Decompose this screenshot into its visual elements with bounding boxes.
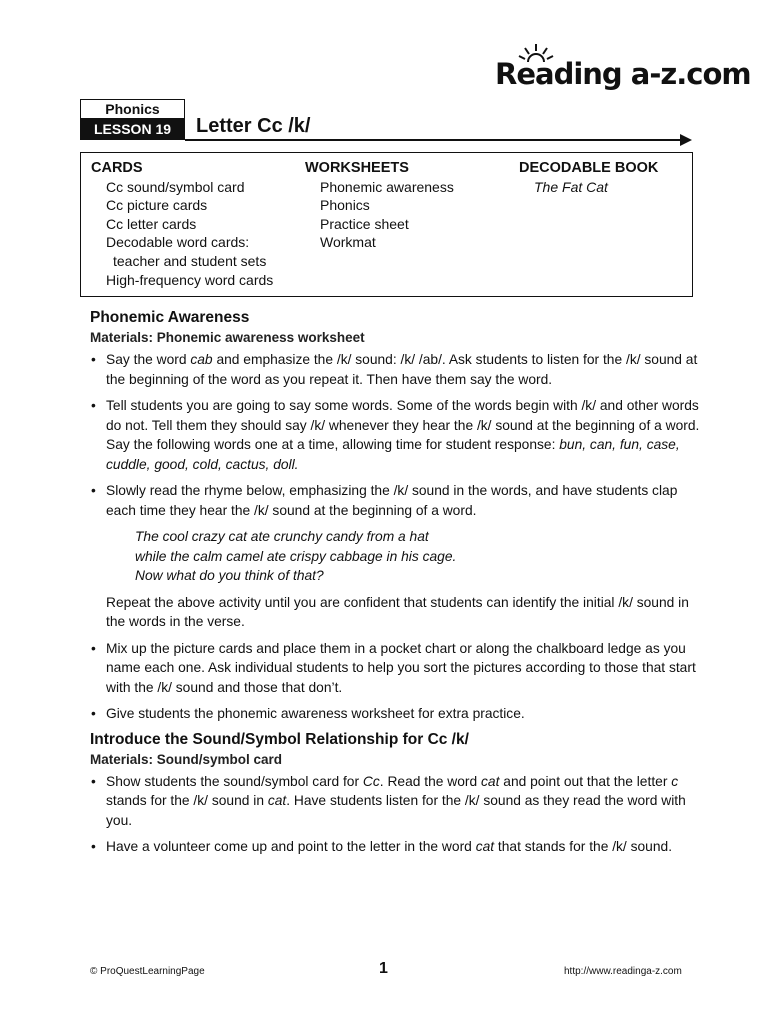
bullet-icon: •	[91, 839, 96, 854]
lesson-body	[90, 307, 700, 864]
bullet-item: • Have a volunteer come up and point to the letter in the word cat that stands for the /k/ sound.	[90, 837, 700, 857]
bullet-icon: •	[91, 398, 96, 413]
decodable-heading: DECODABLE BOOK	[519, 160, 659, 176]
bullet-icon: •	[91, 352, 96, 367]
bullet-item: • Tell students you are going to say some words. Some of the words begin with /k/ and other words do not. Tell them they should say /k/ whenever they hear the /k/ sound at the beginning of a word. Say the following words one at a time, allowing time for student response: bun, can, fun, case, cuddle, good, cold, cactus, doll.	[91, 398, 700, 472]
list-item: Cc picture cards	[106, 197, 208, 214]
list-item: Cc letter cards	[106, 215, 197, 232]
materials-box	[80, 152, 693, 297]
header-rule	[185, 139, 682, 141]
list-item: The Fat Cat	[534, 178, 608, 195]
worksheets-heading: WORKSHEETS	[305, 160, 409, 176]
paragraph: Repeat the above activity until you are confident that students can identify the initial /k/ sound in the words in the verse.	[106, 594, 689, 629]
rhyme-line: Now what do you think of that?	[135, 568, 324, 583]
list-item: Phonemic awareness	[320, 178, 454, 195]
bullet-item: • Give students the phonemic awareness worksheet for extra practice.	[90, 704, 700, 724]
page-number: 1	[379, 960, 388, 977]
list-item: Practice sheet	[320, 215, 409, 232]
section-heading: Introduce the Sound/Symbol Relationship for Cc /k/	[90, 730, 469, 748]
section-heading: Phonemic Awareness	[90, 309, 250, 326]
list-item: High-frequency word cards	[106, 271, 274, 288]
bullet-item: • Mix up the picture cards and place them in a pocket chart or along the chalkboard ledge as you name each one. Ask individual students to help you sort the pictures according to those that start with the /k/ sound and those that don’t.	[91, 640, 696, 695]
list-item: Workmat	[320, 234, 376, 251]
rhyme-line: The cool crazy cat ate crunchy candy from a hat	[135, 529, 429, 544]
worksheets-column	[305, 159, 454, 252]
list-item: teacher and student sets	[113, 252, 267, 269]
cards-heading: CARDS	[91, 160, 143, 176]
bullet-item: • Show students the sound/symbol card for Cc. Read the word cat and point out that the letter c stands for the /k/ sound in cat. Have students listen for the /k/ sound as they read the word with you.	[91, 773, 686, 828]
site-url: http://www.readinga-z.com	[564, 966, 682, 977]
rhyme-line: while the calm camel ate crispy cabbage in his cage.	[135, 548, 457, 564]
bullet-icon: •	[91, 640, 96, 656]
bullet-icon: •	[91, 773, 96, 789]
bullet-icon: •	[91, 706, 96, 721]
list-item: Decodable word cards:	[106, 234, 250, 251]
list-item: Phonics	[320, 197, 370, 214]
materials-line: Materials: Phonemic awareness worksheet	[90, 330, 365, 345]
page-title: Letter Cc /k/	[196, 115, 311, 137]
list-item: Cc sound/symbol card	[106, 178, 245, 195]
materials-line: Materials: Sound/symbol card	[90, 751, 283, 767]
decodable-column	[519, 159, 658, 196]
rhyme-verse	[90, 527, 700, 586]
bullet-item: • Say the word cab and emphasize the /k/ sound: /k/ /ab/. Ask students to listen for the /k/ sound at the beginning of the word as you repeat it. Then have them say the word.	[91, 352, 698, 387]
subject-label: Phonics	[80, 99, 185, 119]
site-logo: Reading a-z.com	[495, 57, 751, 91]
arrow-right-icon	[680, 134, 692, 146]
cards-column	[91, 159, 273, 289]
copyright-text: © ProQuestLearningPage	[90, 966, 205, 977]
lesson-label: LESSON 19	[80, 119, 185, 140]
bullet-icon: •	[91, 483, 96, 498]
bullet-item: • Slowly read the rhyme below, emphasizing the /k/ sound in the words, and have students clap each time they hear the /k/ sound at the beginning of a word.	[91, 483, 678, 518]
